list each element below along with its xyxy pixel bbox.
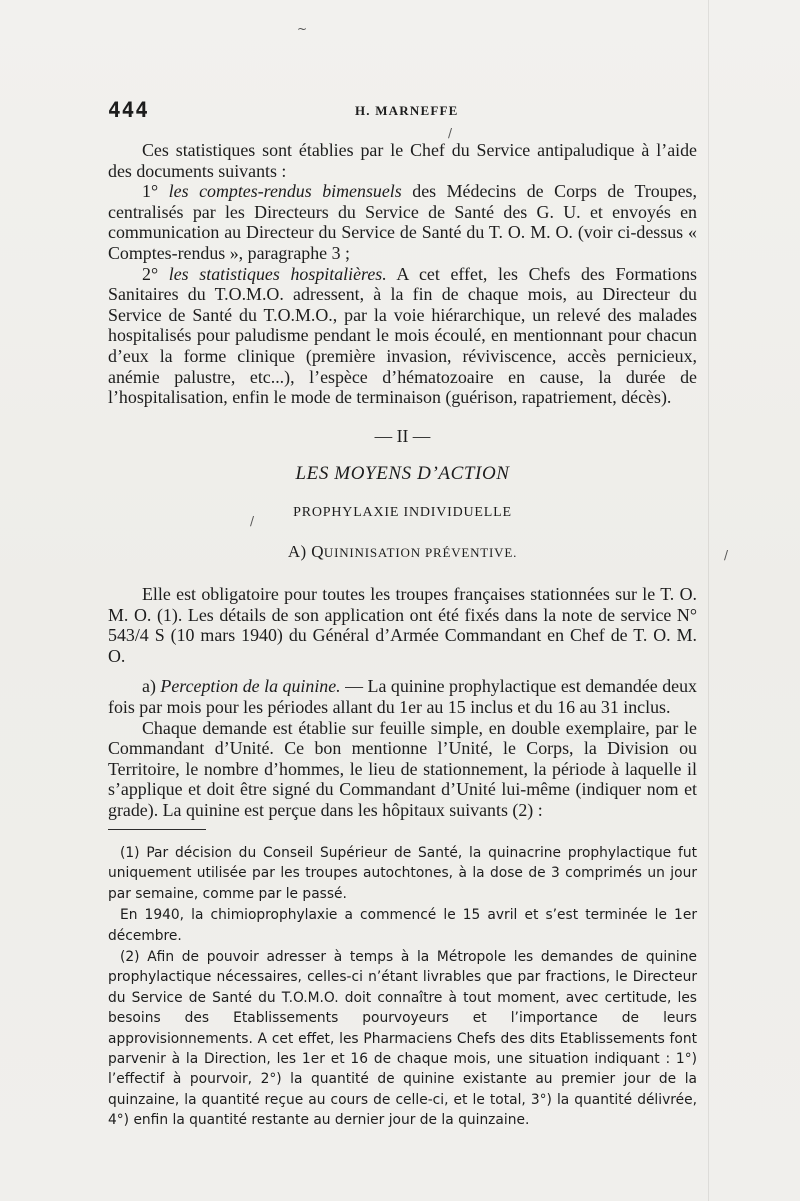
subheading-rest: UININISATION PRÉVENTIVE.	[323, 544, 518, 560]
item-text: des Médecins de Corps de Troupes, centralisés par les Directeurs du Service de Santé des G. U. et envoyés en communication au Directeur du Service de Santé du T. O. M. O. (voir ci-dessus « Comptes-rendus », paragraphe 3 ;	[108, 181, 697, 263]
subheading-prefix: A) Q	[287, 541, 324, 561]
paragraph-italic-title: Perception de la quinine.	[160, 676, 341, 697]
section-number: — II —	[374, 425, 431, 446]
footnote-1-continuation: En 1940, la chimioprophylaxie a commencé le 15 avril et s’est terminée le 1er décembre.	[108, 907, 697, 944]
running-head: H. MARNEFFE	[355, 103, 459, 118]
item-number: 1°	[142, 181, 159, 202]
item-text: A cet effet, les Chefs des Formations Sanitaires du T.O.M.O. adressent, à la fin de chaque mois, au Directeur du Service de Santé du T.O.M.O., par la voie hiérarchique, un relevé des malades hospitalisés pour paludisme pendant le mois écoulé, en mentionnant pour chacun d’eux la forme clinique (première invasion, réviviscence, accès pernicieux, anémie palustre, etc...), l’espèce d’hématozoaire en cause, la durée de l’hospitalisation, enfin le mode de terminaison (guérison, rapatriement, décès).	[108, 263, 697, 408]
paragraph-item-2	[108, 264, 697, 408]
scan-artifact	[708, 0, 709, 1201]
pencil-mark: /	[448, 126, 453, 140]
page-number: 444	[108, 98, 149, 122]
paragraph-perception	[108, 676, 697, 717]
paragraph-obligation: Elle est obligatoire pour toutes les troupes françaises stationnées sur le T. O. M. O. (1). Les détails de son application ont été fixés dans la note de service N° 543/4 S (10 mars 1940) du Général d’Armée Commandant en Chef de T. O. M. O.	[108, 584, 697, 666]
paragraph-text: — La quinine prophylactique est demandée deux fois par mois pour les périodes allant du 1er au 15 inclus et du 16 au 31 inclus.	[108, 676, 697, 718]
paragraph-demand: Chaque demande est établie sur feuille simple, en double exemplaire, par le Commandant d’Unité. Ce bon mentionne l’Unité, le Corps, la Division ou Territoire, le nombre d’hommes, le lieu de stationnement, la période à laquelle il s’applique et doit être signé du Commandant d’Unité lui-même (indiquer nom et grade). La quinine est perçue dans les hôpitaux suivants (2) :	[108, 717, 697, 821]
page-header	[108, 98, 693, 126]
main-text	[108, 140, 697, 821]
section-title: LES MOYENS D’ACTION	[295, 463, 510, 485]
paragraph-spacer	[108, 666, 697, 676]
item-number: 2°	[142, 263, 159, 284]
margin-mark: /	[724, 548, 729, 562]
footnote-divider	[108, 829, 206, 830]
item-title: les comptes-rendus bimensuels	[168, 181, 402, 202]
subsection-title: PROPHYLAXIE INDIVIDUELLE	[293, 504, 512, 520]
tick-mark: /	[250, 514, 255, 528]
footnotes	[108, 843, 697, 1132]
paragraph-intro: Ces statistiques sont établies par le Chef du Service antipaludique à l’aide des documents suivants :	[108, 140, 697, 181]
paragraph-label: a)	[142, 676, 156, 697]
footnote-1: (1) Par décision du Conseil Supérieur de Santé, la quinacrine prophylactique fut uniquement utilisée par les troupes autochtones, à la dose de 3 comprimés un jour par semaine, comme par le passé.	[108, 845, 697, 902]
scan-mark: ~	[297, 22, 308, 36]
paragraph-item-1	[108, 181, 697, 263]
subheading-a	[108, 542, 697, 564]
footnote-2: (2) Afin de pouvoir adresser à temps à la Métropole les demandes de quinine prophylactique nécessaires, celles-ci n’étant livrables que par fractions, le Directeur du Service de Santé du T.O.M.O. doit connaître à tout moment, avec certitude, les besoins des Etablissements pourvoyeurs et l’importance de leurs approvisionnements. A cet effet, les Pharmaciens Chefs des dits Etablissements font parvenir à la Direction, les 1er et 16 de chaque mois, une situation indiquant : 1°) l’effectif à pourvoir, 2°) la quantité de quinine existante au premier jour de la quinzaine, la quantité reçue au cours de celle-ci, et le total, 3°) la quantité délivrée, 4°) enfin la quantité restante au dernier jour de la quinzaine.	[108, 949, 697, 1129]
item-title: les statistiques hospitalières.	[168, 263, 387, 284]
